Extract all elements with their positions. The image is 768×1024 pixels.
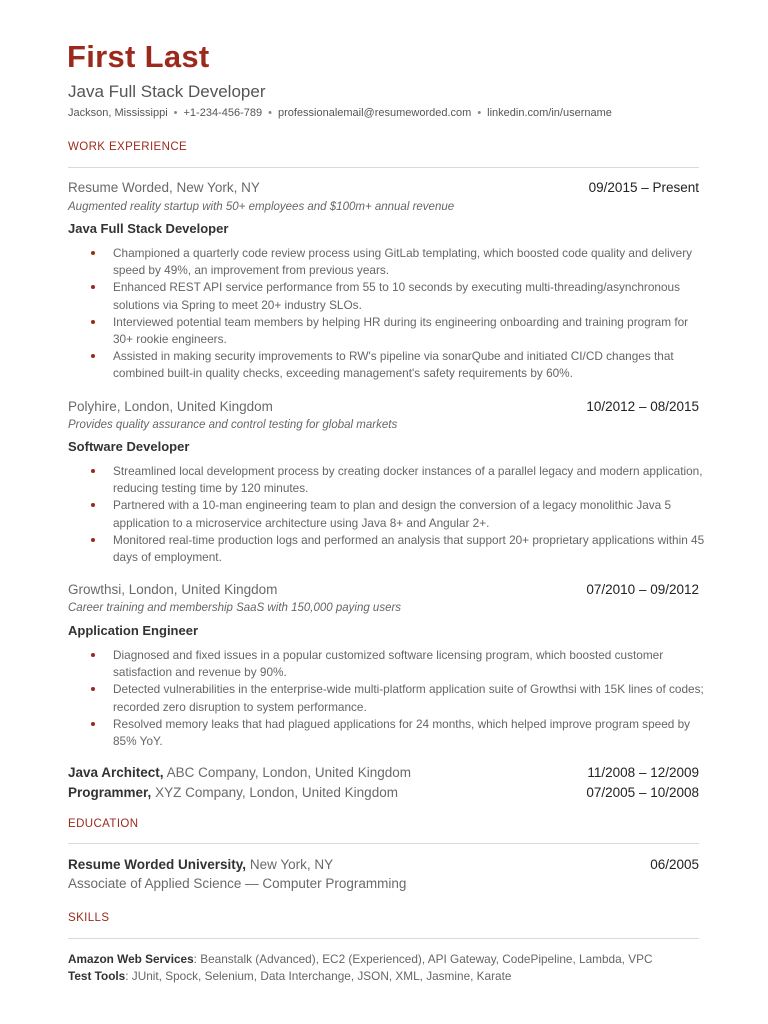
job-description: Augmented reality startup with 50+ employees and $100m+ annual revenue: [68, 201, 455, 213]
list-item: Assisted in making security improvements to RW's pipeline via sonarQube and initiated CI/CD changes that combined built-in quality checks, exceeding management's safety requirements by 60%.: [68, 348, 708, 382]
job-role: Java Full Stack Developer: [68, 221, 229, 236]
earlier-role: [68, 764, 411, 782]
skill-line: [68, 968, 511, 985]
job-role: Application Engineer: [68, 623, 199, 638]
bullet-icon: [91, 251, 95, 255]
education-school-line: [68, 856, 333, 874]
bullet-icon: [91, 354, 95, 358]
contact-separator: •: [477, 107, 482, 119]
list-item: Diagnosed and fixed issues in a popular customized software licensing program, which boosted customer satisfaction and revenue by 90%.: [68, 647, 708, 681]
list-item: Resolved memory leaks that had plagued applications for 24 months, which helped improve program speed by 85% YoY.: [68, 716, 708, 750]
section-title-work: WORK EXPERIENCE: [68, 141, 188, 153]
contact-email[interactable]: professionalemail@resumeworded.com: [277, 107, 472, 119]
section-divider: [68, 938, 699, 939]
job-company: Polyhire, London, United Kingdom: [68, 399, 273, 414]
bullet-icon: [91, 687, 95, 691]
earlier-role-title: Programmer,: [68, 785, 152, 800]
earlier-role-date: 07/2005 – 10/2008: [586, 785, 699, 800]
job-description: Career training and membership SaaS with 150,000 paying users: [68, 602, 402, 614]
section-title-education: EDUCATION: [68, 818, 139, 830]
skill-items: : JUnit, Spock, Selenium, Data Interchange, JSON, XML, Jasmine, Karate: [125, 969, 512, 983]
list-item: Enhanced REST API service performance from 55 to 10 seconds by executing multi-threading/asynchronous solutions via Spring to meet 20+ industry SLOs.: [68, 279, 708, 313]
earlier-role-company: XYZ Company, London, United Kingdom: [155, 785, 398, 800]
contact-separator: •: [268, 107, 272, 119]
job-date: 07/2010 – 09/2012: [586, 582, 699, 597]
earlier-role-title: Java Architect,: [68, 765, 164, 780]
job-bullets: [68, 647, 708, 750]
bullet-icon: [91, 503, 95, 507]
bullet-icon: [91, 285, 95, 289]
education-location: New York, NY: [249, 857, 334, 872]
list-item: Monitored real-time production logs and performed an analysis that support 20+ proprietary applications within 45 days of employment.: [68, 532, 708, 566]
job-role: Software Developer: [68, 439, 190, 454]
education-degree: Associate of Applied Science — Computer Programming: [68, 876, 407, 891]
bullet-icon: [91, 469, 95, 473]
list-item: Detected vulnerabilities in the enterprise-wide multi-platform application suite of Growthsi with 15K lines of codes; recorded zero disruption to system performance.: [68, 681, 708, 715]
list-item: Championed a quarterly code review process using GitLab templating, which boosted code quality and delivery speed by 49%, an improvement from previous years.: [68, 245, 708, 279]
skill-items: : Beanstalk (Advanced), EC2 (Experienced), API Gateway, CodePipeline, Lambda, VPC: [193, 952, 653, 966]
contact-separator: •: [173, 107, 178, 119]
contact-phone: +1-234-456-789: [183, 107, 263, 119]
job-company: Growthsi, London, United Kingdom: [68, 582, 278, 597]
skill-label: Test Tools: [68, 969, 126, 983]
job-date: 10/2012 – 08/2015: [586, 399, 699, 414]
bullet-icon: [91, 320, 95, 324]
section-divider: [68, 167, 699, 168]
job-bullets: [68, 245, 708, 383]
candidate-name: First Last: [67, 39, 210, 74]
list-item: Interviewed potential team members by helping HR during its engineering onboarding and training program for 30+ rookie engineers.: [68, 314, 708, 348]
bullet-icon: [91, 653, 95, 657]
earlier-role: [68, 784, 398, 802]
contact-location: Jackson, Mississippi: [68, 107, 168, 119]
education-date: 06/2005: [650, 857, 699, 872]
list-item: Streamlined local development process by creating docker instances of a parallel legacy and modern application, reducing testing time by 120 minutes.: [68, 463, 708, 497]
earlier-role-company: ABC Company, London, United Kingdom: [166, 765, 411, 780]
skill-label: Amazon Web Services: [68, 952, 194, 966]
job-description: Provides quality assurance and control testing for global markets: [68, 419, 398, 431]
contact-linkedin[interactable]: linkedin.com/in/username: [487, 107, 612, 119]
contact-line: [68, 106, 612, 120]
section-title-skills: SKILLS: [68, 912, 110, 924]
job-company: Resume Worded, New York, NY: [68, 180, 260, 195]
skill-line: [68, 951, 652, 968]
job-bullets: [68, 463, 708, 566]
education-school: Resume Worded University,: [68, 857, 247, 872]
list-item: Partnered with a 10-man engineering team to plan and design the conversion of a legacy monolithic Java 5 application to a microservice architecture using Java 8+ and Angular 2+.: [68, 497, 708, 531]
candidate-title: Java Full Stack Developer: [68, 82, 266, 101]
bullet-icon: [91, 722, 95, 726]
bullet-icon: [91, 538, 95, 542]
earlier-role-date: 11/2008 – 12/2009: [587, 765, 699, 780]
section-divider: [68, 843, 699, 844]
job-date: 09/2015 – Present: [588, 180, 699, 195]
